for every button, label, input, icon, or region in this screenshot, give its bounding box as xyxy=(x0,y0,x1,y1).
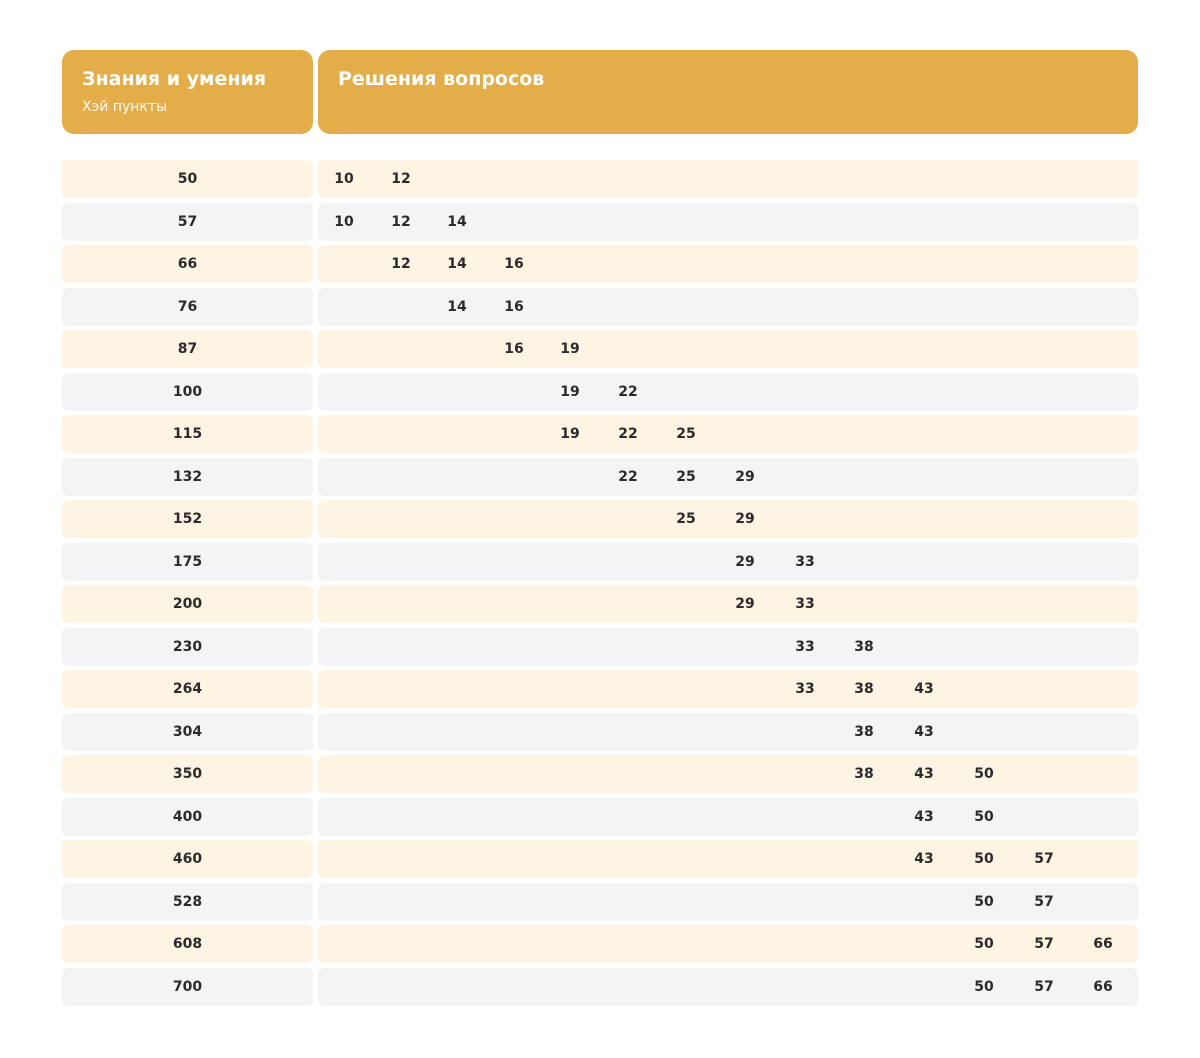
problem-solving-value: 57 xyxy=(1034,978,1054,995)
problem-solving-cell xyxy=(318,288,1138,326)
hay-points-cell: 115 xyxy=(62,415,313,453)
problem-solving-value: 10 xyxy=(334,213,354,230)
problem-solving-value: 22 xyxy=(618,383,638,400)
hay-points-cell: 264 xyxy=(62,670,313,708)
problem-solving-value: 66 xyxy=(1093,936,1113,952)
header-knowledge xyxy=(62,50,313,134)
problem-solving-value: 38 xyxy=(854,766,874,782)
problem-solving-value: 19 xyxy=(560,426,580,442)
problem-solving-cell xyxy=(318,415,1138,453)
problem-solving-value: 19 xyxy=(560,341,580,357)
problem-solving-value: 38 xyxy=(854,681,874,697)
hay-points-cell: 230 xyxy=(62,628,313,666)
problem-solving-value: 38 xyxy=(854,638,874,655)
header-problem-solving xyxy=(318,50,1138,134)
problem-solving-value: 12 xyxy=(391,213,411,230)
problem-solving-value: 10 xyxy=(334,171,354,187)
problem-solving-value: 57 xyxy=(1034,936,1054,952)
hay-points-cell: 528 xyxy=(62,883,313,921)
hay-points-cell: 57 xyxy=(62,203,313,241)
problem-solving-value: 50 xyxy=(974,893,994,910)
hay-points-cell: 100 xyxy=(62,373,313,411)
problem-solving-value: 50 xyxy=(974,936,994,952)
problem-solving-value: 16 xyxy=(504,298,524,315)
hay-points-cell: 200 xyxy=(62,585,313,623)
problem-solving-cell xyxy=(318,203,1138,241)
hay-points-cell: 304 xyxy=(62,713,313,751)
problem-solving-value: 33 xyxy=(795,553,815,570)
hay-points-cell: 66 xyxy=(62,245,313,283)
hay-points-cell: 350 xyxy=(62,755,313,793)
problem-solving-value: 29 xyxy=(735,468,755,485)
problem-solving-value: 14 xyxy=(447,213,467,230)
problem-solving-value: 50 xyxy=(974,766,994,782)
problem-solving-cell xyxy=(318,840,1138,878)
problem-solving-cell xyxy=(318,373,1138,411)
hay-points-cell: 400 xyxy=(62,798,313,836)
problem-solving-value: 25 xyxy=(676,426,696,442)
problem-solving-cell xyxy=(318,755,1138,793)
problem-solving-cell xyxy=(318,330,1138,368)
hay-points-cell: 460 xyxy=(62,840,313,878)
hay-points-cell: 76 xyxy=(62,288,313,326)
problem-solving-value: 25 xyxy=(676,468,696,485)
hay-points-cell: 50 xyxy=(62,160,313,198)
problem-solving-cell xyxy=(318,798,1138,836)
problem-solving-cell xyxy=(318,500,1138,538)
hay-points-cell: 132 xyxy=(62,458,313,496)
problem-solving-value: 12 xyxy=(391,256,411,272)
hay-points-cell: 608 xyxy=(62,925,313,963)
problem-solving-value: 43 xyxy=(914,808,934,825)
problem-solving-value: 33 xyxy=(795,596,815,612)
problem-solving-value: 43 xyxy=(914,851,934,867)
problem-solving-cell xyxy=(318,968,1138,1006)
problem-solving-value: 12 xyxy=(391,171,411,187)
header-knowledge-subtitle: Хэй пункты xyxy=(82,99,168,115)
problem-solving-value: 14 xyxy=(447,256,467,272)
problem-solving-value: 33 xyxy=(795,638,815,655)
problem-solving-value: 19 xyxy=(560,383,580,400)
problem-solving-cell xyxy=(318,585,1138,623)
problem-solving-value: 66 xyxy=(1093,978,1113,995)
hay-points-cell: 87 xyxy=(62,330,313,368)
problem-solving-cell xyxy=(318,245,1138,283)
problem-solving-value: 57 xyxy=(1034,893,1054,910)
problem-solving-value: 43 xyxy=(914,723,934,740)
problem-solving-value: 22 xyxy=(618,468,638,485)
header-problem-solving-title: Решения вопросов xyxy=(338,68,545,90)
problem-solving-cell xyxy=(318,883,1138,921)
problem-solving-cell xyxy=(318,628,1138,666)
problem-solving-cell xyxy=(318,543,1138,581)
header-knowledge-title: Знания и умения xyxy=(82,68,267,90)
problem-solving-value: 43 xyxy=(914,766,934,782)
problem-solving-value: 38 xyxy=(854,723,874,740)
hay-points-cell: 175 xyxy=(62,543,313,581)
problem-solving-value: 29 xyxy=(735,553,755,570)
problem-solving-value: 50 xyxy=(974,808,994,825)
problem-solving-value: 43 xyxy=(914,681,934,697)
problem-solving-value: 50 xyxy=(974,978,994,995)
problem-solving-value: 22 xyxy=(618,426,638,442)
problem-solving-cell xyxy=(318,160,1138,198)
problem-solving-value: 57 xyxy=(1034,851,1054,867)
problem-solving-cell xyxy=(318,925,1138,963)
problem-solving-value: 16 xyxy=(504,341,524,357)
problem-solving-value: 16 xyxy=(504,256,524,272)
problem-solving-value: 50 xyxy=(974,851,994,867)
problem-solving-cell xyxy=(318,670,1138,708)
problem-solving-value: 29 xyxy=(735,596,755,612)
problem-solving-value: 29 xyxy=(735,511,755,527)
hay-points-cell: 152 xyxy=(62,500,313,538)
problem-solving-value: 14 xyxy=(447,298,467,315)
problem-solving-value: 25 xyxy=(676,511,696,527)
problem-solving-cell xyxy=(318,713,1138,751)
hay-points-cell: 700 xyxy=(62,968,313,1006)
problem-solving-value: 33 xyxy=(795,681,815,697)
problem-solving-cell xyxy=(318,458,1138,496)
